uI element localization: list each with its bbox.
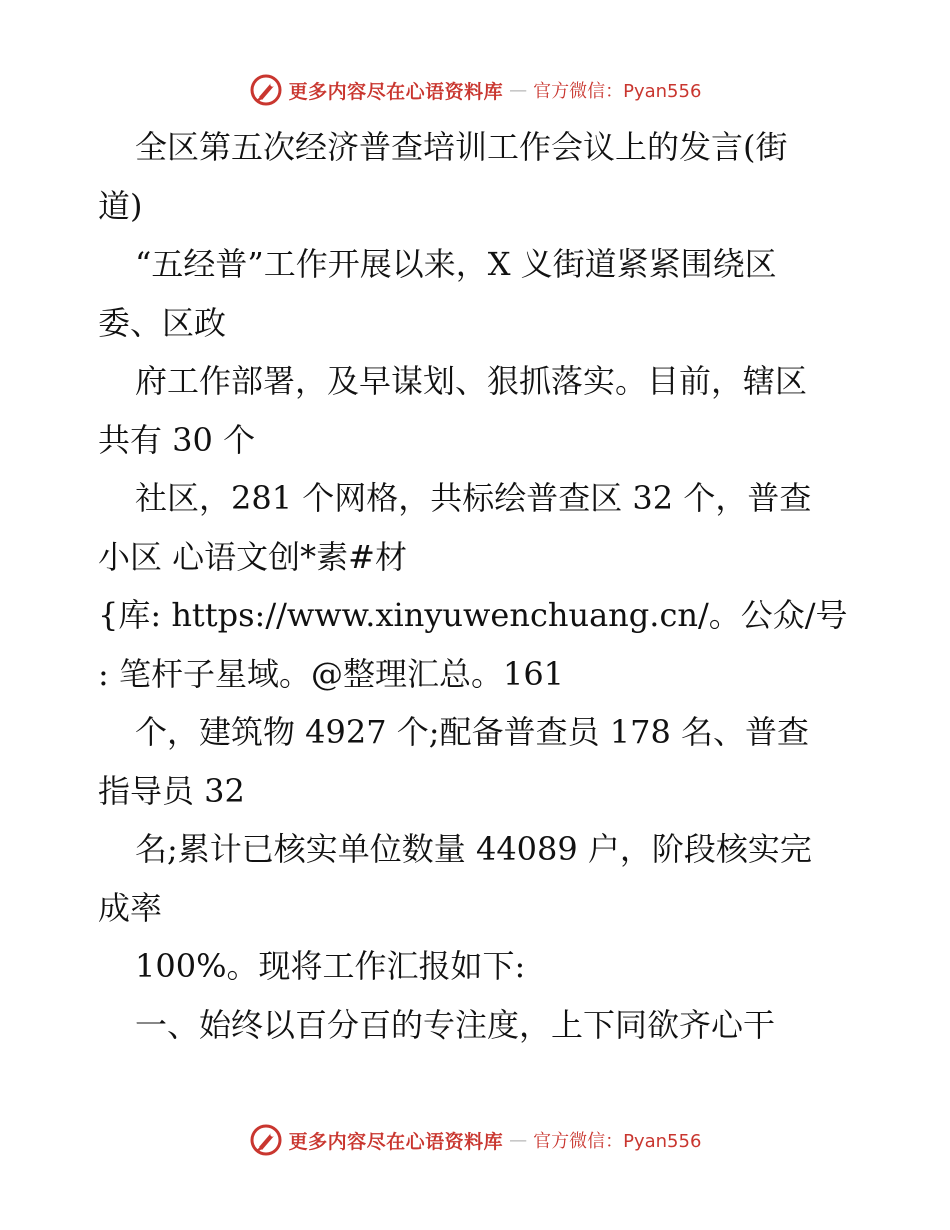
text-line: 个，建筑物 4927 个;配备普查员 178 名、普查 [135, 713, 809, 751]
text-line: : 笔杆子星域。@整理汇总。161 [98, 654, 565, 693]
text-line: 道) [98, 186, 143, 225]
text-line: 全区第五次经济普查培训工作会议上的发言(街 [135, 128, 788, 166]
footer-banner-content [249, 1123, 702, 1157]
text-line: 共有 30 个 [98, 420, 256, 459]
pen-nib-logo-icon [249, 1123, 283, 1157]
text-line: 名;累计已核实单位数量 44089 户，阶段核实完 [135, 830, 812, 868]
text-line: “五经普”工作开展以来，X 义街道紧紧围绕区 [135, 245, 777, 283]
header-banner [0, 70, 950, 110]
pen-nib-logo-icon [249, 73, 283, 107]
banner-contact-text: 官方微信：Pyan556 [533, 81, 702, 102]
banner-separator: — [509, 1129, 528, 1151]
banner-main-text: 更多内容尽在心语资料库 [288, 80, 504, 103]
banner-separator: — [509, 79, 528, 101]
text-line: 小区 心语文创*素#材 [98, 537, 407, 576]
text-line: 一、始终以百分百的专注度，上下同欲齐心干 [135, 1005, 776, 1044]
text-line: 成率 [98, 888, 163, 927]
document-body [98, 118, 858, 1054]
text-line: 府工作部署，及早谋划、狠抓落实。目前，辖区 [135, 362, 808, 400]
banner-contact-text: 官方微信：Pyan556 [533, 1131, 702, 1152]
banner-main-text: 更多内容尽在心语资料库 [288, 1130, 504, 1153]
text-line: {库: https://www.xinyuwenchuang.cn/。公众/号 [98, 596, 848, 634]
header-banner-content [249, 73, 702, 107]
text-line: 委、区政 [98, 303, 227, 342]
text-line: 社区，281 个网格，共标绘普查区 32 个，普查 [135, 479, 812, 517]
footer-banner [0, 1120, 950, 1160]
text-line: 指导员 32 [98, 771, 245, 810]
text-line: 100%。现将工作汇报如下: [135, 947, 526, 985]
